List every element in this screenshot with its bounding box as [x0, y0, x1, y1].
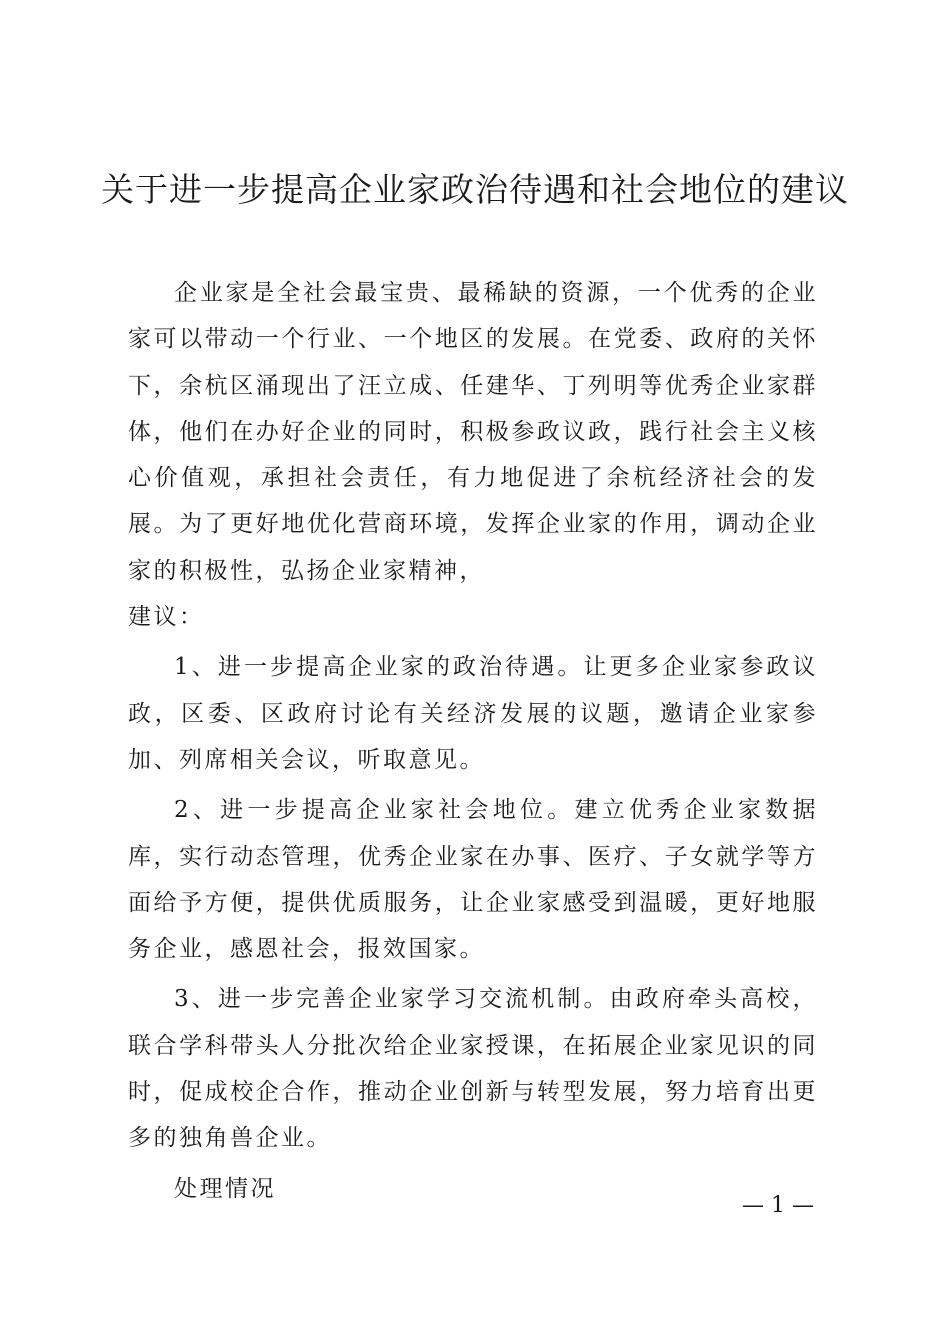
document-body [128, 270, 818, 1212]
page-number: — 1 — [742, 1193, 814, 1218]
suggestion-item-2: 2、进一步提高企业家社会地位。建立优秀企业家数据库，实行动态管理，优秀企业家在办事、医疗、子女就学等方面给予方便，提供优质服务，让企业家感受到温暖，更好地服务企业，感恩社会，报效国家。 [128, 797, 818, 963]
suggestion-label: 建议： [128, 604, 205, 631]
intro-paragraph: 企业家是全社会最宝贵、最稀缺的资源，一个优秀的企业家可以带动一个行业、一个地区的发展。在党委、政府的关怀下，余杭区涌现出了汪立成、任建华、丁列明等优秀企业家群体，他们在办好企业的同时，积极参政议政，践行社会主义核心价值观，承担社会责任，有力地促进了余杭经济社会的发展。为了更好地优化营商环境，发挥企业家的作用，调动企业家的积极性，弘扬企业家精神， [128, 280, 818, 584]
document-title: 关于进一步提高企业家政治待遇和社会地位的建议 [101, 170, 849, 209]
suggestion-item-3: 3、进一步完善企业家学习交流机制。由政府牵头高校，联合学科带头人分批次给企业家授课，在拓展企业家见识的同时，促成校企合作，推动企业创新与转型发展，努力培育出更多的独角兽企业。 [128, 986, 818, 1152]
suggestion-item-1: 1、进一步提高企业家的政治待遇。让更多企业家参政议政，区委、区政府讨论有关经济发展的议题，邀请企业家参加、列席相关会议，听取意见。 [128, 654, 818, 773]
handling-status-label: 处理情况 [174, 1175, 276, 1202]
